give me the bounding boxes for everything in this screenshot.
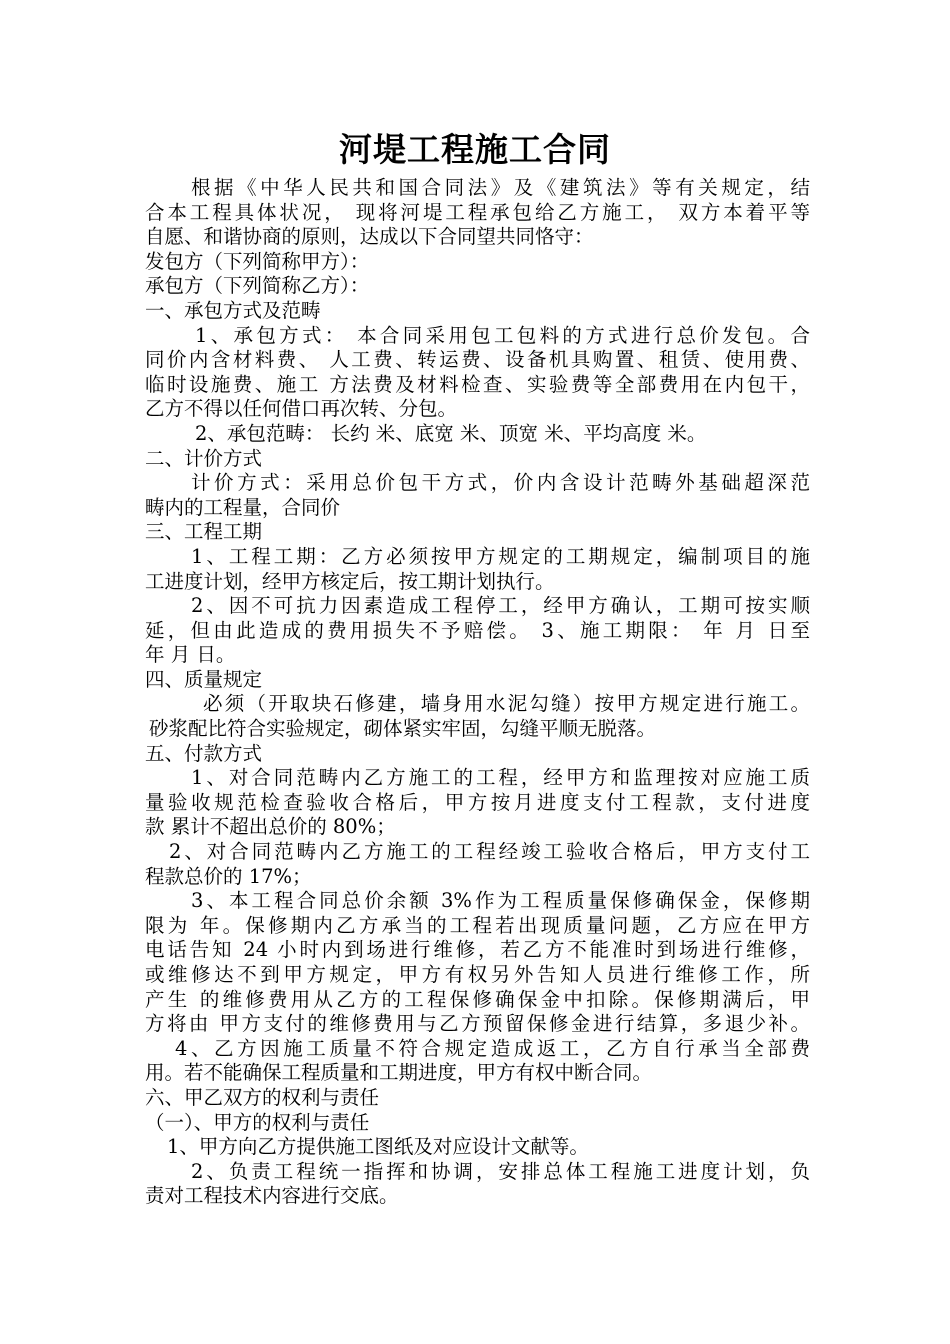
paragraph-line: 工进度计划，经甲方核定后，按工期计划执行。 <box>145 569 555 593</box>
paragraph-line: 1、工程工期：乙方必须按甲方规定的工期规定，编制项目的施 <box>191 544 810 568</box>
paragraph-line: 3、本工程合同总价余额 3%作为工程质量保修确保金，保修期 <box>191 889 810 913</box>
document-body <box>145 176 810 1209</box>
paragraph-line: 量验收规范检查验收合格后，甲方按月进度支付工程款，支付进度 <box>145 790 810 814</box>
party-b-line: 承包方（下列简称乙方）： <box>145 274 370 298</box>
paragraph-line: 2、承包范畴： 长约 米、底宽 米、顶宽 米、平均高度 米。 <box>195 421 707 445</box>
paragraph-line: 1、对合同范畴内乙方施工的工程，经甲方和监理按对应施工质 <box>191 766 810 790</box>
paragraph-line: 1、甲方向乙方提供施工图纸及对应设计文献等。 <box>167 1135 589 1159</box>
section-heading: 五、付款方式 <box>145 741 263 765</box>
paragraph-line: 责对工程技术内容进行交底。 <box>145 1184 399 1208</box>
section-heading: 六、甲乙双方的权利与责任 <box>145 1085 380 1109</box>
paragraph-line: 电话告知 24 小时内到场进行维修，若乙方不能准时到场进行维修， <box>145 938 810 962</box>
paragraph-line: 款 累计不超出总价的 80%； <box>145 815 396 839</box>
paragraph-line: 4、乙方因施工质量不符合规定造成返工，乙方自行承当全部费 <box>175 1036 810 1060</box>
paragraph-line: 必须（开取块石修建，墙身用水泥勾缝）按甲方规定进行施工。 <box>203 692 810 716</box>
paragraph-line: 年 月 日。 <box>145 643 236 667</box>
paragraph-line: 自愿、和谐协商的原则，达成以下合同望共同恪守： <box>145 225 594 249</box>
party-a-line: 发包方（下列简称甲方）： <box>145 249 370 273</box>
paragraph-line: 2、对合同范畴内乙方施工的工程经竣工验收合格后，甲方支付工 <box>169 840 810 864</box>
paragraph-line: 2、因不可抗力因素造成工程停工，经甲方确认，工期可按实顺 <box>191 594 810 618</box>
paragraph-line: 根据《中华人民共和国合同法》及《建筑法》等有关规定，结 <box>191 176 810 199</box>
paragraph-line: 方将由 甲方支付的维修费用与乙方预留保修金进行结算，多退少补。 <box>145 1012 810 1036</box>
section-heading: 四、质量规定 <box>145 667 263 691</box>
paragraph-line: 1、承包方式： 本合同采用包工包料的方式进行总价发包。合 <box>195 323 810 347</box>
paragraph-line: 用。若不能确保工程质量和工期进度，甲方有权中断合同。 <box>145 1061 653 1085</box>
paragraph-line: 或维修达不到甲方规定，甲方有权另外告知人员进行维修工作，所 <box>145 963 810 986</box>
section-heading: 二、计价方式 <box>145 446 263 470</box>
paragraph-line: 砂浆配比符合实验规定，砌体紧实牢固，勾缝平顺无脱落。 <box>149 717 657 741</box>
paragraph-line: 延，但由此造成的费用损失不予赔偿。 3、施工期限： 年 月 日至 <box>145 618 810 642</box>
paragraph-line: 临时设施费、施工 方法费及材料检查、实验费等全部费用在内包干， <box>145 372 810 396</box>
section-heading: 一、承包方式及范畴 <box>145 298 321 322</box>
paragraph-line: 2、负责工程统一指挥和协调，安排总体工程施工进度计划，负 <box>191 1159 810 1183</box>
paragraph-line: 乙方不得以任何借口再次转、分包。 <box>145 397 458 421</box>
subsection-heading: （一）、甲方的权利与责任 <box>145 1110 370 1134</box>
document-title: 河堤工程施工合同 <box>339 130 611 169</box>
paragraph-line: 程款总价的 17%； <box>145 864 312 888</box>
paragraph-line: 限为 年。保修期内乙方承当的工程若出现质量问题，乙方应在甲方 <box>145 913 810 937</box>
paragraph-line: 合本工程具体状况， 现将河堤工程承包给乙方施工， 双方本着平等 <box>145 200 810 224</box>
paragraph-line: 同价内含材料费、 人工费、转运费、设备机具购置、租赁、使用费、 <box>145 348 810 372</box>
paragraph-line: 畴内的工程量，合同价 <box>145 495 341 519</box>
section-heading: 三、工程工期 <box>145 520 263 544</box>
paragraph-line: 计价方式：采用总价包干方式，价内含设计范畴外基础超深范 <box>191 471 810 495</box>
paragraph-line: 产生 的维修费用从乙方的工程保修确保金中扣除。保修期满后，甲 <box>145 987 810 1011</box>
